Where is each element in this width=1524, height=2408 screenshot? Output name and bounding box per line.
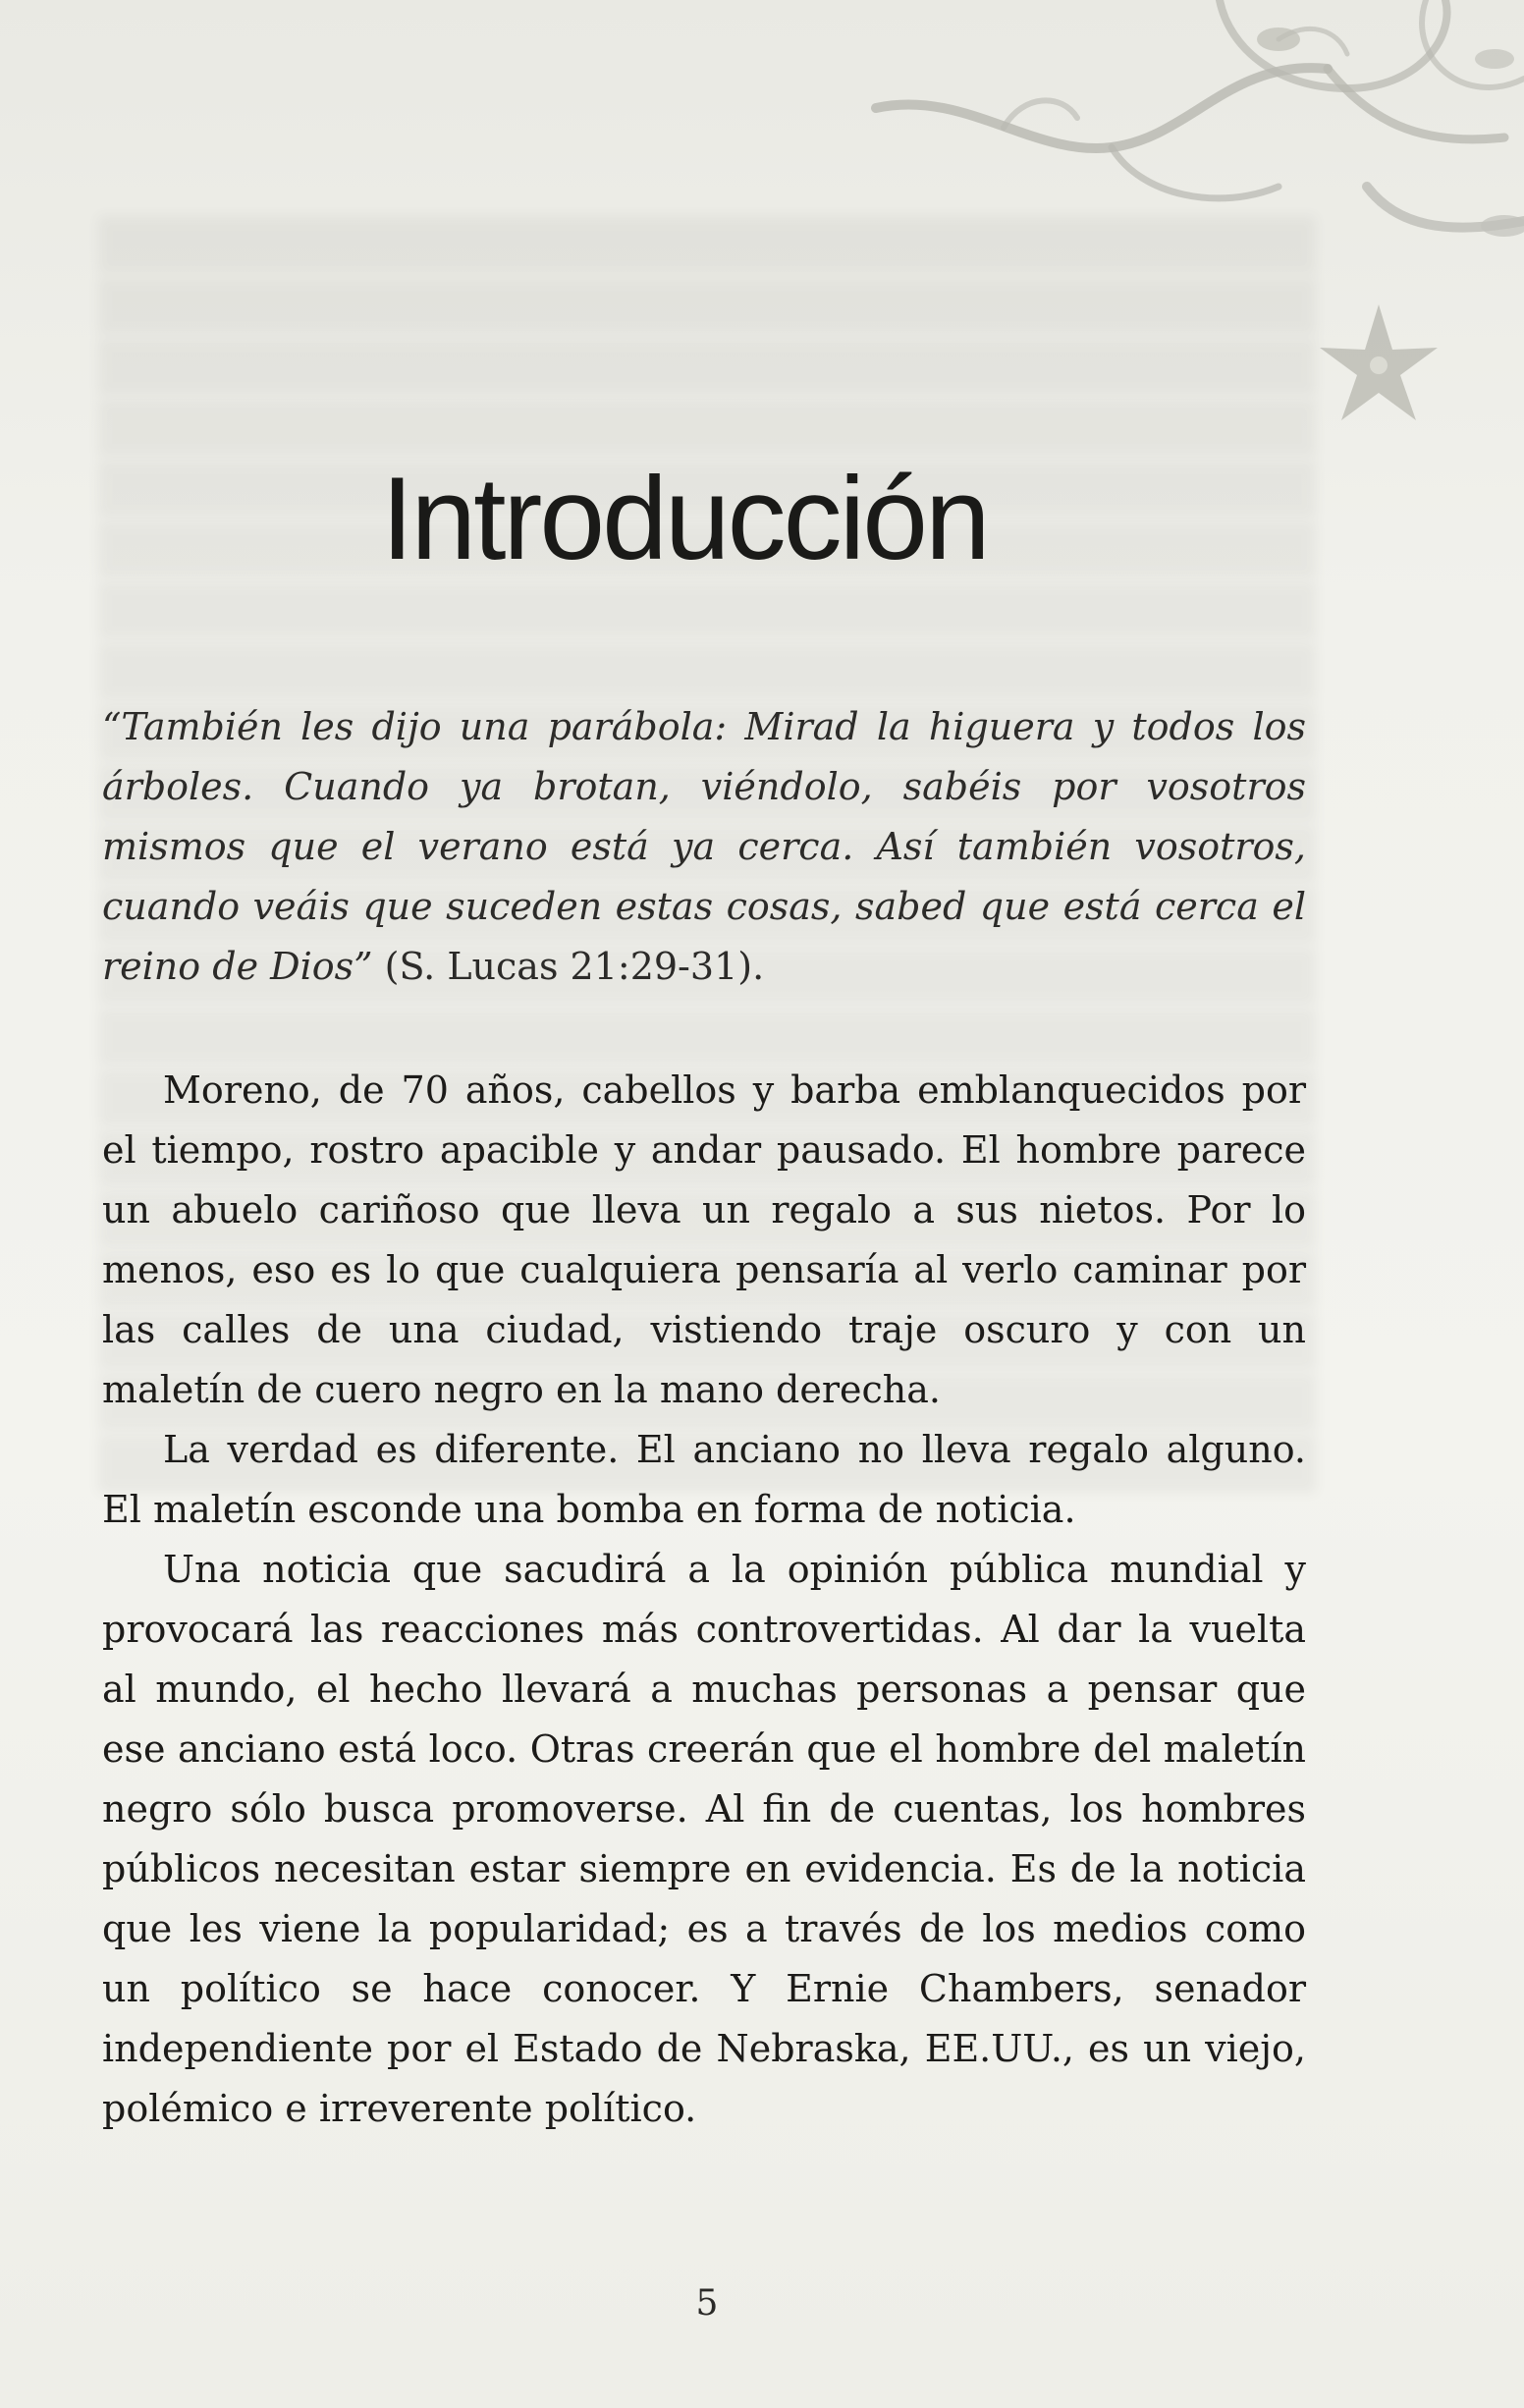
paragraph: La verdad es diferente. El anciano no lleva regalo alguno. El maletín esconde una bomba en forma de noticia. [102, 1428, 1306, 1531]
epigraph-reference: (S. Lucas 21:29-31). [384, 945, 765, 988]
page-number: 5 [695, 2283, 719, 2324]
floral-ornament-icon [817, 0, 1524, 452]
epigraph-quote: “También les dijo una parábola: Mirad la higuera y todos los árboles. Cuando ya brotan, viéndolo, sabéis por vosotros mismos que el verano está ya cerca. Así también vosotros, cuando veáis que suceden estas cosas, sabed que está cerca el reino de Dios” [102, 705, 1306, 988]
paragraph: Una noticia que sacudirá a la opinión pública mundial y provocará las reacciones más controvertidas. Al dar la vuelta al mundo, el hecho llevará a muchas personas a pensar que ese anciano está loco. Otras creerán que el hombre del maletín negro sólo busca promoverse. Al fin de cuentas, los hombres públicos necesitan estar siempre en evidencia. Es de la noticia que les viene la popularidad; es a través de los medios como un político se hace conocer. Y Ernie Chambers, senador independiente por el Estado de Nebraska, EE.UU., es un viejo, polémico e irreverente político. [102, 1548, 1306, 2130]
chapter-title: Introducción [381, 453, 988, 584]
paragraph: Moreno, de 70 años, cabellos y barba emblanquecidos por el tiempo, rostro apacible y andar pausado. El hombre parece un abuelo cariñoso que lleva un regalo a sus nietos. Por lo menos, eso es lo que cualquiera pensaría al verlo caminar por las calles de una ciudad, vistiendo traje oscuro y con un maletín de cuero negro en la mano derecha. [102, 1068, 1306, 1411]
body-text [102, 1061, 1306, 2139]
epigraph [102, 697, 1306, 997]
